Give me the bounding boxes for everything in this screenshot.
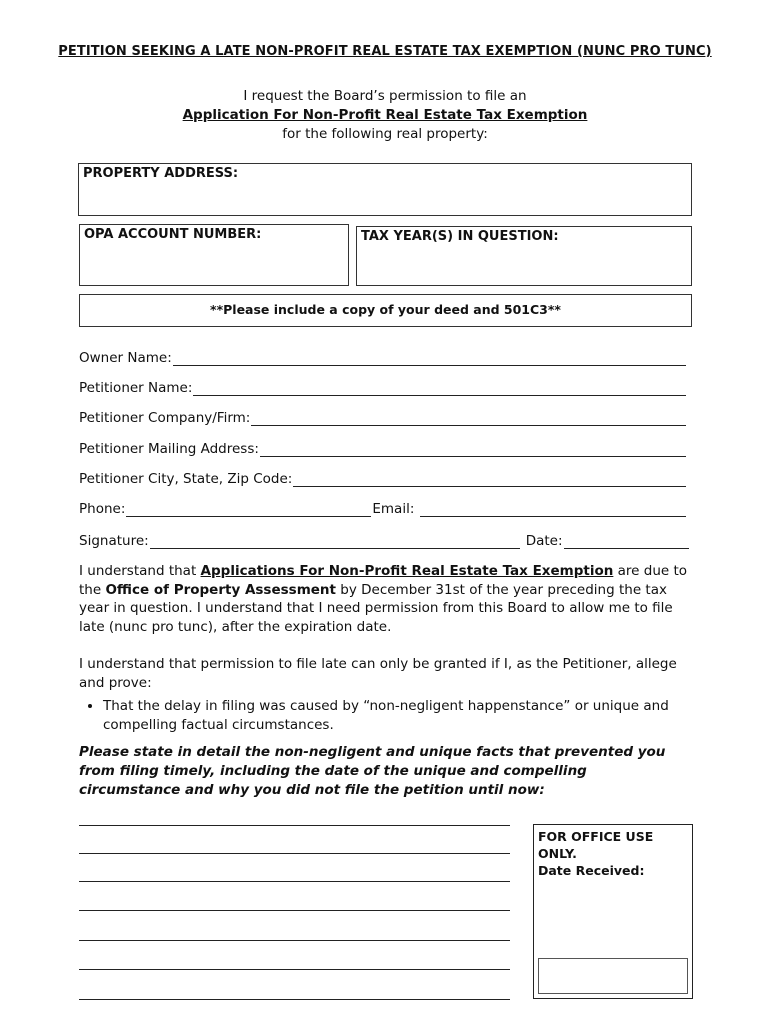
opa-account-number-label: OPA ACCOUNT NUMBER: xyxy=(84,227,262,242)
mailing-address-field[interactable] xyxy=(79,437,689,457)
paragraph-due-date xyxy=(79,562,691,636)
p1-text-a: I understand that xyxy=(79,563,201,579)
writing-line-1[interactable] xyxy=(79,825,510,826)
intro-line-1: I request the Board’s permission to file an xyxy=(243,88,527,104)
office-stamp-area xyxy=(538,958,688,994)
property-address-box[interactable] xyxy=(78,163,692,216)
date-received-label: Date Received: xyxy=(538,863,645,878)
application-title-link: Application For Non-Profit Real Estate Tax Exemption xyxy=(182,107,588,123)
signature-date-field[interactable] xyxy=(79,529,689,549)
petitioner-company-field[interactable] xyxy=(79,406,689,426)
writing-line-7[interactable] xyxy=(79,999,510,1000)
mailing-address-label: Petitioner Mailing Address: xyxy=(79,441,259,457)
phone-email-field[interactable] xyxy=(79,497,689,517)
date-line[interactable] xyxy=(564,534,689,549)
date-label: Date: xyxy=(525,533,563,549)
p1-text-c: are due to the xyxy=(79,563,688,598)
office-use-box xyxy=(533,824,693,999)
office-use-label: FOR OFFICE USE ONLY. xyxy=(538,829,654,861)
p1-office-name: Office of Property Assessment xyxy=(105,581,336,598)
tax-years-box[interactable] xyxy=(356,226,692,286)
writing-line-4[interactable] xyxy=(79,910,510,911)
owner-name-label: Owner Name: xyxy=(79,350,172,366)
bullet-list xyxy=(79,697,691,734)
detail-instruction: Please state in detail the non-negligent and unique facts that prevented you from filing timely, including the date of the unique and compelling circumstance and why you did not file the petition until now: xyxy=(79,744,666,798)
mailing-address-line[interactable] xyxy=(260,442,686,457)
petitioner-name-label: Petitioner Name: xyxy=(79,380,193,396)
petitioner-name-field[interactable] xyxy=(79,376,689,396)
p1-text-e: by December 31st of the year preceding the tax year in question. I understand that I need permission from this Board to allow me to file late (nunc pro tunc), after the expiration date. xyxy=(79,581,673,635)
bullet-list-wrap xyxy=(79,697,691,734)
petitioner-company-line[interactable] xyxy=(251,411,686,426)
signature-label: Signature: xyxy=(79,533,149,549)
p1-application-title: Applications For Non-Profit Real Estate Tax Exemption xyxy=(200,563,614,579)
writing-line-3[interactable] xyxy=(79,881,510,882)
phone-label: Phone: xyxy=(79,501,126,517)
signature-line[interactable] xyxy=(150,534,520,549)
owner-name-field[interactable] xyxy=(79,346,689,366)
intro-line-2-wrap xyxy=(0,107,770,123)
owner-name-line[interactable] xyxy=(173,351,686,366)
tax-years-label: TAX YEAR(S) IN QUESTION: xyxy=(361,229,559,244)
form-title: PETITION SEEKING A LATE NON-PROFIT REAL ESTATE TAX EXEMPTION (NUNC PRO TUNC) xyxy=(58,44,712,59)
deed-note-box: **Please include a copy of your deed and 501C3** xyxy=(79,294,692,327)
intro-line-3: for the following real property: xyxy=(282,126,488,142)
petitioner-name-line[interactable] xyxy=(193,381,686,396)
writing-line-5[interactable] xyxy=(79,940,510,941)
city-state-zip-label: Petitioner City, State, Zip Code: xyxy=(79,471,293,487)
email-line[interactable] xyxy=(420,502,686,517)
property-address-label: PROPERTY ADDRESS: xyxy=(83,166,239,181)
paragraph-permission: I understand that permission to file late can only be granted if I, as the Petitioner, allege and prove: xyxy=(79,656,677,691)
writing-line-6[interactable] xyxy=(79,969,510,970)
petitioner-company-label: Petitioner Company/Firm: xyxy=(79,410,251,426)
bullet-item: • That the delay in filing was caused by “non-negligent happenstance” or unique and compelling factual circumstances. xyxy=(103,697,691,734)
city-state-zip-line[interactable] xyxy=(293,472,686,487)
city-state-zip-field[interactable] xyxy=(79,467,689,487)
email-label: Email: xyxy=(372,501,415,517)
opa-account-number-box[interactable] xyxy=(79,224,349,286)
office-use-text xyxy=(538,828,692,879)
phone-line[interactable] xyxy=(126,502,371,517)
writing-line-2[interactable] xyxy=(79,853,510,854)
